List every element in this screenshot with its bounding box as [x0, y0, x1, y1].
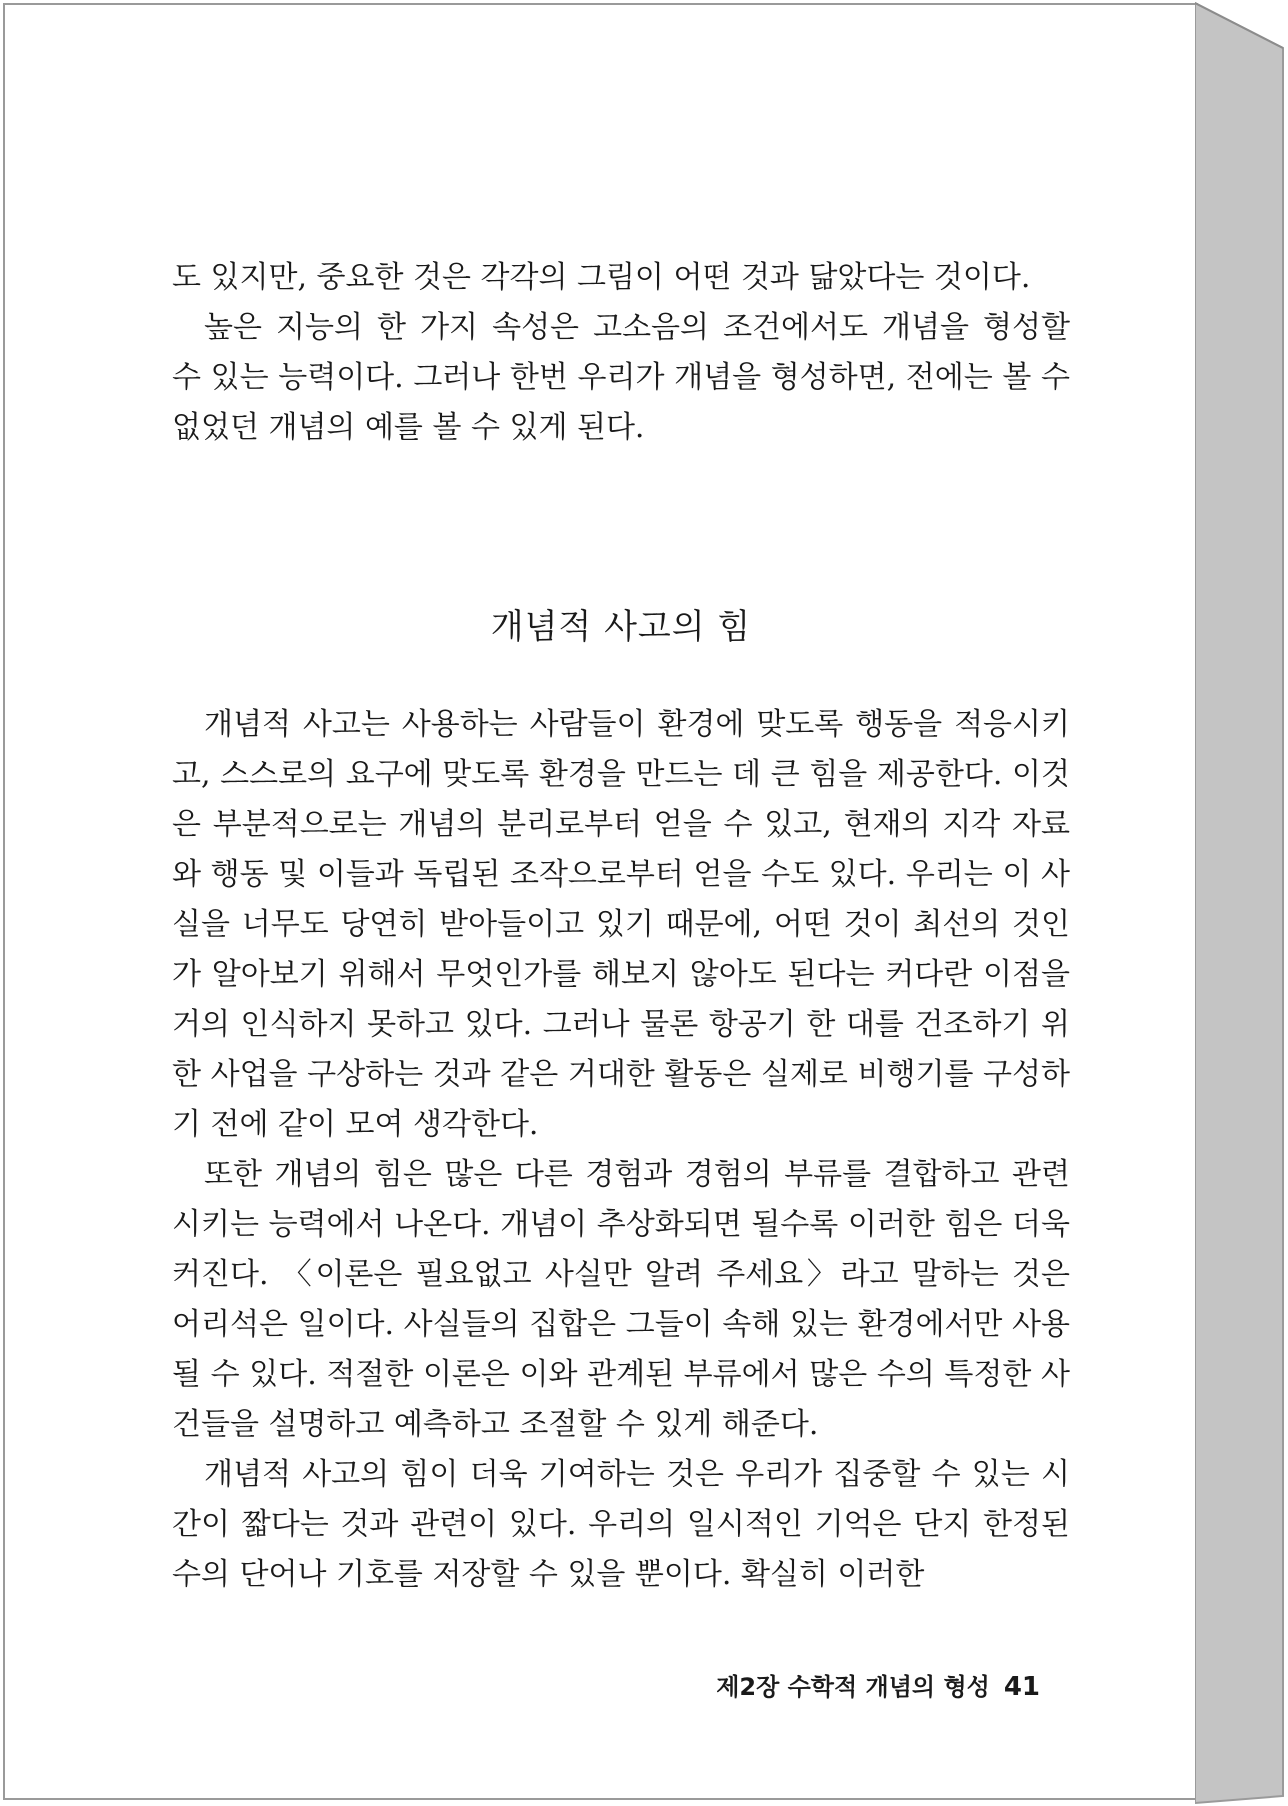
paragraph: 높은 지능의 한 가지 속성은 고소음의 조건에서도 개념을 형성할 수 있는 능력이다. 그러나 한번 우리가 개념을 형성하면, 전에는 볼 수 없었던 개념의 예를 볼 수 있게 된다.: [172, 310, 1070, 445]
paragraph: 개념적 사고의 힘이 더욱 기여하는 것은 우리가 집중할 수 있는 시간이 짧다는 것과 관련이 있다. 우리의 일시적인 기억은 단지 한정된 수의 단어나 기호를 저장할 수 있을 뿐이다. 확실히 이러한: [172, 1457, 1070, 1592]
paragraph: 도 있지만, 중요한 것은 각각의 그림이 어떤 것과 닮았다는 것이다.: [172, 260, 1031, 295]
section-heading: 개념적 사고의 힘: [490, 607, 752, 647]
running-footer: [660, 1667, 1040, 1702]
page-stack-edge: [1195, 0, 1288, 1806]
main-text-block: [172, 700, 1070, 1600]
paragraph: 또한 개념의 힘은 많은 다른 경험과 경험의 부류를 결합하고 관련시키는 능력에서 나온다. 개념이 추상화되면 될수록 이러한 힘은 더욱 커진다. 〈이론은 필요없고 사실만 알려 주세요〉라고 말하는 것은 어리석은 일이다. 사실들의 집합은 그들이 속해 있는 환경에서만 사용될 수 있다. 적절한 이론은 이와 관계된 부류에서 많은 수의 특정한 사건들을 설명하고 예측하고 조절할 수 있게 해준다.: [172, 1157, 1070, 1442]
chapter-title: 제2장 수학적 개념의 형성: [716, 1673, 990, 1701]
page-number: 41: [1003, 1672, 1040, 1702]
top-text-block: [172, 253, 1070, 453]
paragraph: 개념적 사고는 사용하는 사람들이 환경에 맞도록 행동을 적응시키고, 스스로의 요구에 맞도록 환경을 만드는 데 큰 힘을 제공한다. 이것은 부분적으로는 개념의 분리로부터 얻을 수 있고, 현재의 지각 자료와 행동 및 이들과 독립된 조작으로부터 얻을 수도 있다. 우리는 이 사실을 너무도 당연히 받아들이고 있기 때문에, 어떤 것이 최선의 것인가 알아보기 위해서 무엇인가를 해보지 않아도 된다는 커다란 이점을 거의 인식하지 못하고 있다. 그러나 물론 항공기 한 대를 건조하기 위한 사업을 구상하는 것과 같은 거대한 활동은 실제로 비행기를 구성하기 전에 같이 모여 생각한다.: [172, 707, 1070, 1142]
